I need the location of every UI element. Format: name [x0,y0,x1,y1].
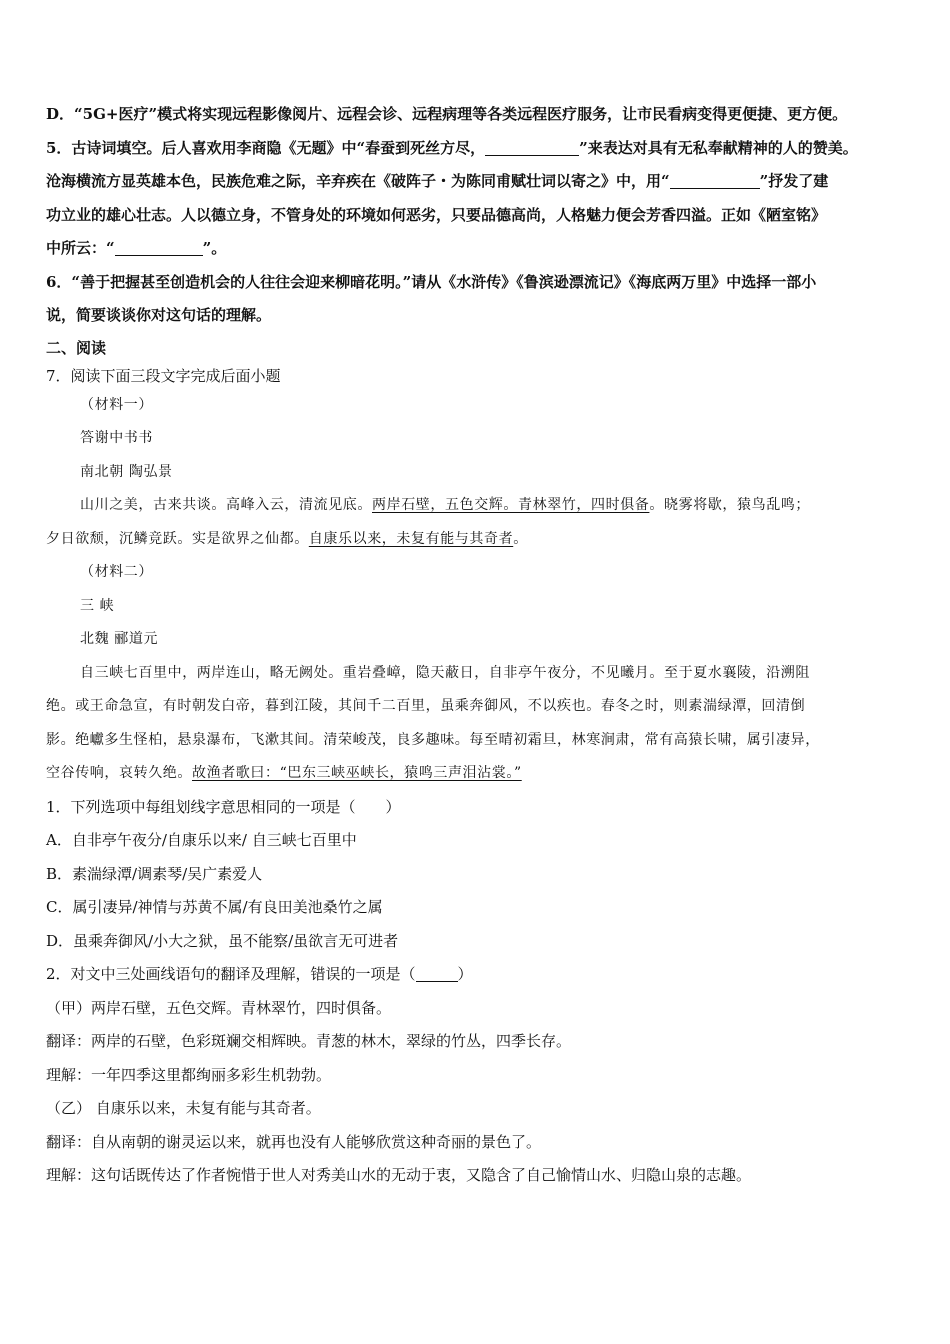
sub2-question-a: 2．对文中三处画线语句的翻译及理解，错误的一项是（ [46,965,416,983]
sub1-option-b[interactable]: B．素湍绿潭/调素琴/吴广素爱人 [46,864,263,883]
material-2-line-4 [46,757,916,791]
material-1-line-2 [46,523,916,557]
sub2-yi-translation: 翻译：自从南朝的谢灵运以来，就再也没有人能够欣赏这种奇丽的景色了。 [46,1132,542,1151]
q5-line-3: 功立业的雄心壮志。人以德立身，不管身处的环境如何恶劣，只要品德高尚，人格魅力便会芳香四溢。正如《陋室铭》 [46,205,827,224]
q7-intro: 7．阅读下面三段文字完成后面小题 [46,366,281,385]
q5-line-4-text-a: 中所云：“ [46,239,115,257]
material-2-label: （材料二） [80,564,153,580]
material-1-line-2-b: 。 [513,530,528,547]
q5-line-1 [46,132,916,166]
sub1-option-d[interactable]: D．虽乘奔御风/小大之狱，虽不能察/虽欲言无可进者 [46,931,399,950]
material-1-label: （材料一） [80,396,153,413]
sub1-option-c[interactable]: C．属引凄异/神情与苏黄不属/有良田美池桑竹之属 [46,898,383,916]
q5-line-4 [46,232,916,266]
document-page [46,98,916,1193]
fill-blank-1[interactable] [485,139,579,156]
material-2-line-1: 自三峡七百里中，两岸连山，略无阙处。重岩叠嶂，隐天蔽日，自非亭午夜分，不见曦月。至于夏水襄陵，沿溯阻 [80,664,810,681]
sub2-question [46,958,916,992]
underlined-sentence-jia: 两岸石壁，五色交辉。青林翠竹，四时俱备 [372,497,650,513]
q5-line-2-text-a: 沧海横流方显英雄本色，民族危难之际，辛弃疾在《破阵子・为陈同甫赋壮词以寄之》中，用“ [46,172,670,190]
material-2-title: 三 峡 [80,597,115,614]
sub1-option-a[interactable]: A．自非亭午夜分/自康乐以来/ 自三峡七百里中 [46,831,357,849]
material-1-line-1 [46,489,916,523]
sub2-jia-understanding: 理解：一年四季这里都绚丽多彩生机勃勃。 [46,1065,332,1084]
section-2-title: 二、阅读 [46,338,107,357]
sub1-question: 1．下列选项中每组划线字意思相同的一项是（ ） [46,797,401,816]
material-1-line-1-a: 山川之美，古来共谈。高峰入云，清流见底。 [80,497,372,513]
material-1-author: 南北朝 陶弘景 [80,463,173,480]
material-1-line-2-a: 夕日欲颓，沉鳞竞跃。实是欲界之仙都。 [46,530,309,547]
material-1-title: 答谢中书书 [80,430,153,446]
q5-line-1-text-a: 5．古诗词填空。后人喜欢用李商隐《无题》中“春蚕到死丝方尽， [46,138,486,157]
sub2-jia-translation: 翻译：两岸的石壁，色彩斑斓交相辉映。青葱的林木，翠绿的竹丛，四季长存。 [46,1032,572,1050]
sub2-jia: （甲）两岸石壁，五色交辉。青林翠竹，四时俱备。 [46,998,392,1017]
underlined-sentence-yi: 自康乐以来，未复有能与其奇者 [308,530,514,547]
q5-line-2-text-b: ”抒发了建 [759,172,829,190]
sub2-question-b: ） [457,965,473,983]
q5-line-1-text-b: ”来表达对具有无私奉献精神的人的赞美。 [579,138,858,157]
q6-line-1: 6．“善于把握甚至创造机会的人往往会迎来柳暗花明。”请从《水浒传》《鲁滨逊漂流记》《海底两万里》中选择一部小 [46,272,817,291]
sub2-yi: （乙） 自康乐以来，未复有能与其奇者。 [46,1099,321,1117]
q6-line-2: 说，简要谈谈你对这句话的理解。 [46,306,272,324]
fill-blank-3[interactable] [115,239,203,256]
material-2-line-4-a: 空谷传响，哀转久绝。 [46,765,192,781]
q5-line-2 [46,165,916,199]
sub2-yi-understanding: 理解：这句话既传达了作者惋惜于世人对秀美山水的无动于衷，又隐含了自己愉情山水、归隐山泉的志趣。 [46,1166,752,1184]
material-2-author: 北魏 郦道元 [80,631,159,647]
q5-line-4-text-b: ”。 [202,239,227,257]
material-1-line-1-b: 。晓雾将歇，猿鸟乱鸣； [649,497,811,513]
material-2-line-2: 绝。或王命急宣，有时朝发白帝，暮到江陵，其间千二百里，虽乘奔御风，不以疾也。春冬之时，则素湍绿潭，回清倒 [46,698,806,714]
underlined-sentence-bing: 故渔者歌曰：“巴东三峡巫峡长，猿鸣三声泪沾裳。” [192,765,522,781]
fill-blank-2[interactable] [670,172,760,189]
q4-option-d: D．“5G+医疗”模式将实现远程影像阅片、远程会诊、远程病理等各类远程医疗服务，让市民看病变得更便捷、更方便。 [46,105,848,123]
material-2-line-3: 影。绝巘多生怪柏，悬泉瀑布，飞漱其间。清荣峻茂，良多趣味。每至晴初霜旦，林寒涧肃，常有高猿长啸，属引凄异， [46,731,820,748]
answer-blank[interactable] [416,965,458,982]
